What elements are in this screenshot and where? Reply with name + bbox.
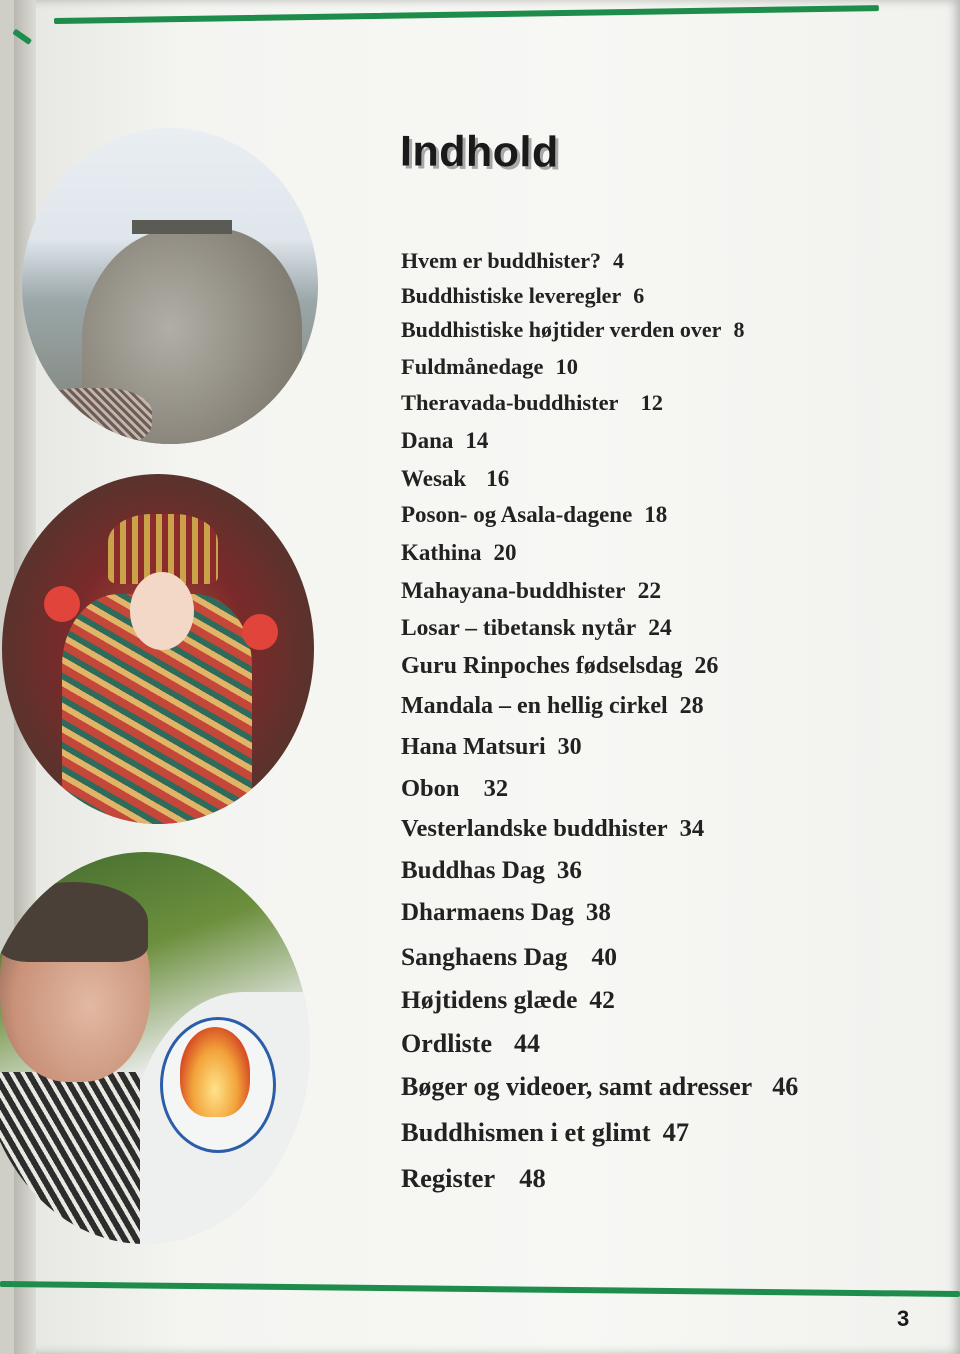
- toc-item: Theravada-buddhister 12: [401, 390, 664, 415]
- toc-page-number: 10: [555, 354, 579, 379]
- summit-platform: [132, 220, 232, 234]
- toc-item: Obon 32: [401, 775, 509, 802]
- toc-item: Buddhistiske højtider verden over 8: [401, 317, 745, 342]
- toc-page-number: 4: [613, 248, 625, 273]
- toc-item: Højtidens glæde 42: [401, 985, 615, 1014]
- toc-page-number: 6: [633, 283, 645, 308]
- toc-item: Dana 14: [401, 428, 489, 453]
- toc-item: Mandala – en hellig cirkel 28: [401, 693, 704, 719]
- toc-item: Buddhistiske leveregler 6: [401, 283, 645, 308]
- toc-item: Bøger og videoer, samt adresser 46: [401, 1072, 799, 1101]
- toc-item: Ordliste 44: [401, 1029, 540, 1058]
- toc-page-number: 26: [694, 653, 719, 679]
- crowd: [32, 388, 152, 444]
- toc-item: Mahayana-buddhister 22: [401, 578, 662, 604]
- toc-page-number: 28: [679, 693, 704, 719]
- toc-page-number: 34: [679, 815, 705, 842]
- flower: [44, 586, 80, 622]
- toc-item: Sanghaens Dag 40: [401, 942, 618, 971]
- toc-page-number: 22: [637, 578, 662, 604]
- toc-page-number: 20: [493, 540, 517, 565]
- toc-page-number: 24: [648, 615, 672, 641]
- painted-flame: [180, 1027, 250, 1117]
- toc-page-number: 48: [519, 1163, 546, 1193]
- toc-page-number: 12: [640, 390, 664, 415]
- shirt: [0, 1072, 140, 1244]
- photo-man-painting: [0, 852, 310, 1244]
- toc-item: Fuldmånedage 10: [401, 354, 579, 379]
- man-hair: [0, 882, 148, 962]
- toc-item: Dharmaens Dag 38: [401, 899, 611, 926]
- photo-rock-summit: [22, 128, 318, 444]
- photo-deity-statue: [2, 474, 314, 824]
- statue-face: [130, 572, 194, 650]
- toc-page-number: 18: [644, 502, 668, 527]
- toc-item: Vesterlandske buddhister 34: [401, 815, 705, 842]
- toc-item: Buddhas Dag 36: [401, 857, 582, 884]
- toc-page-number: 14: [465, 428, 489, 453]
- flower: [242, 614, 278, 650]
- page-title: Indhold: [399, 127, 559, 177]
- toc-page-number: 42: [589, 985, 615, 1014]
- toc-page-number: 44: [514, 1029, 540, 1058]
- top-green-rule: [54, 5, 879, 24]
- toc-page-number: 40: [591, 942, 618, 971]
- toc-page-number: 30: [557, 734, 582, 760]
- page-number: 3: [897, 1306, 910, 1331]
- toc-page-number: 36: [556, 857, 582, 884]
- toc-item: Buddhismen i et glimt 47: [401, 1117, 690, 1147]
- toc-page-number: 46: [772, 1072, 799, 1101]
- toc-item: Hvem er buddhister? 4: [401, 248, 625, 273]
- toc-item: Poson- og Asala-dagene 18: [401, 502, 668, 527]
- toc-page-number: 16: [486, 466, 510, 491]
- toc-item: Wesak 16: [401, 466, 510, 491]
- toc-item: Losar – tibetansk nytår 24: [401, 615, 672, 641]
- toc-item: Guru Rinpoches fødselsdag 26: [401, 653, 719, 679]
- toc-item: Kathina 20: [401, 540, 517, 565]
- toc-item: Hana Matsuri 30: [401, 734, 582, 760]
- toc-page-number: 47: [662, 1117, 690, 1147]
- toc-page-number: 38: [585, 899, 611, 926]
- toc-page-number: 32: [483, 775, 509, 802]
- toc-page-number: 8: [733, 317, 745, 342]
- toc-item: Register 48: [401, 1163, 546, 1193]
